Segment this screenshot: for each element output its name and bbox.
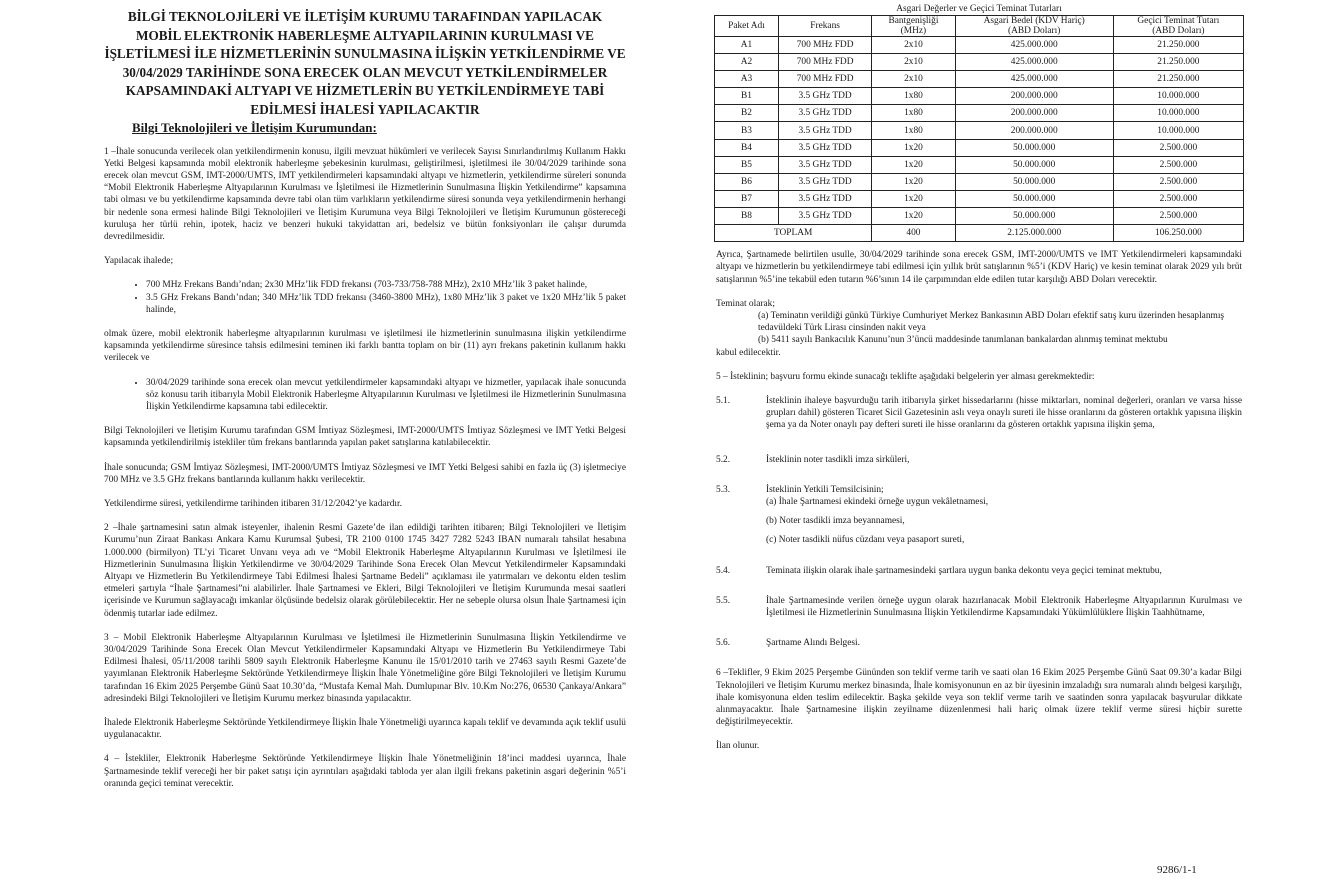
list-item: 5.5. İhale Şartnamesinde verilen örneğe uygun olarak hazırlanacak Mobil Elektronik Haberleşme Altyapılarının Kurulması ve İşletilmesi ile Hizmetlerinin Sunulmasına İlişkin Yetkilendirme Kapsamındaki Yükümlülüklere İlişkin Taahhütname, — [716, 595, 1242, 618]
table-cell: 50.000.000 — [955, 156, 1113, 173]
table-row — [715, 122, 1244, 139]
table-cell: 10.000.000 — [1113, 88, 1243, 105]
list-item: 5.1. İsteklinin ihaleye başvurduğu tarih itibarıyla şirket hissedarlarını (hisse miktarları, nominal değerleri, oranları ve varsa hisse grupları dahil) gösteren Ticaret Sicil Gazetesinin aslı veya onaylı sureti ile hisse oranlarını da gösteren ortaklık yapısına ilişkin şema ya da Noter onaylı pay defteri sureti ile hisse oranlarını da gösteren ortaklık yapısına ilişkin şema, — [716, 395, 1242, 431]
table-cell: 2.500.000 — [1113, 156, 1243, 173]
table-row — [715, 190, 1244, 207]
page-number: 9286/1-1 — [1157, 864, 1197, 876]
table-caption: Asgari Değerler ve Geçici Teminat Tutarları — [896, 4, 1062, 14]
sublist-item: (c) Noter tasdikli nüfus cüzdanı veya pasaport sureti, — [766, 535, 965, 546]
paragraph-6: Yetkilendirme süresi, yetkilendirme tarihinden itibaren 31/12/2042’ye kadardır. — [104, 499, 402, 510]
table-cell: 106.250.000 — [1113, 225, 1243, 242]
table-cell: 700 MHz FDD — [778, 37, 871, 54]
table-row — [715, 37, 1244, 54]
table-cell: 425.000.000 — [955, 54, 1113, 71]
table-row — [715, 54, 1244, 71]
list-item: 5.6. Şartname Alındı Belgesi. — [716, 638, 860, 649]
table-cell: 200.000.000 — [955, 88, 1113, 105]
paragraph-2: Yapılacak ihalede; — [104, 256, 174, 267]
table-row — [715, 207, 1244, 224]
table-cell: 1x20 — [872, 156, 955, 173]
frequency-list — [104, 279, 626, 316]
table-cell: 425.000.000 — [955, 37, 1113, 54]
table-row — [715, 156, 1244, 173]
guarantee-table — [714, 15, 1244, 242]
header-cell: Frekans — [778, 16, 871, 37]
table-header-row — [715, 16, 1244, 37]
header-cell: Geçici Teminat Tutarı (ABD Doları) — [1113, 16, 1243, 37]
list-item: • 3.5 GHz Frekans Bandı’ndan; 340 MHz’lik TDD frekansı (3460-3800 MHz), 1x80 MHz’lik 3 paket ve 1x20 MHz’lik 5 paket halinde, — [146, 292, 626, 316]
issuer-heading: Bilgi Teknolojileri ve İletişim Kurumundan: — [132, 119, 377, 135]
table-row — [715, 139, 1244, 156]
table-cell: 50.000.000 — [955, 190, 1113, 207]
guarantee-option-a: (a) Teminatın verildiği günkü Türkiye Cumhuriyet Merkez Bankasının ABD Doları efektif satış kuru üzerinden hesaplanmış tedavüldeki Türk Lirası cinsinden nakit veya — [758, 310, 1225, 334]
list-item: 5.3. İsteklinin Yetkili Temsilcisinin; — [716, 484, 884, 495]
table-row — [715, 173, 1244, 190]
table-cell: B6 — [715, 173, 779, 190]
table-cell: 10.000.000 — [1113, 105, 1243, 122]
table-cell: B5 — [715, 156, 779, 173]
table-cell: 3.5 GHz TDD — [778, 105, 871, 122]
table-cell: 21.250.000 — [1113, 37, 1243, 54]
table-cell: B1 — [715, 88, 779, 105]
table-cell: TOPLAM — [715, 225, 872, 242]
transfer-list — [104, 377, 626, 414]
left-column — [104, 0, 626, 790]
table-cell: 2x10 — [872, 37, 955, 54]
paragraph-3: olmak üzere, mobil elektronik haberleşme altyapılarının kurulması ve işletilmesi ile hizmetlerinin sunulmasına ilişkin yetkilendirme kapsamında yetkilendirme süresince tahsis edilmesini teminen iki farklı bantta toplam on bir (11) ayrı frekans paketinin kullanım hakkı verilecek ve — [104, 329, 626, 364]
table-cell: B3 — [715, 122, 779, 139]
paragraph-8: 3 – Mobil Elektronik Haberleşme Altyapılarının Kurulması ve İşletilmesi ile Hizmetlerinin Sunulmasına İlişkin Yetkilendirme ve 30/04/2029 Tarihinde Sona Erecek Olan Mevcut Yetkilendirmeler Kapsamındaki Altyapı ve Hizmetlerin Bu Yetkilendirmeye Tabi Edilmesi İhalesi, 05/11/2008 tarihli 5809 sayılı Elektronik Haberleşme Kanunu ile 15/01/2010 tarih ve 27463 sayılı Resmi Gazete’de yayımlanan Elektronik Haberleşme Sektöründe Yetkilendirmeye İlişkin İhale Yönetmeliğine göre Bilgi Teknolojileri ve İletişim Kurumu tarafından 16 Ekim 2025 Perşembe Günü Saat 10.30’da, “Mustafa Kemal Mah. Dumlupınar Blv. 10.Km No:276, 06530 Çankaya/Ankara” adresindeki Bilgi Teknolojileri ve İletişim Kurumu merkez binasında yapılacaktır. — [104, 632, 626, 704]
table-cell: 50.000.000 — [955, 207, 1113, 224]
paragraph-4: Bilgi Teknolojileri ve İletişim Kurumu tarafından GSM İmtiyaz Sözleşmesi, IMT-2000/UMTS İmtiyaz Sözleşmesi ve IMT Yetki Belgesi kapsamında yetkilendirilmiş istekliler tüm frekans bantlarında yapılan paket satışlarına katılabilecektir. — [104, 426, 626, 449]
table-cell: 2.500.000 — [1113, 190, 1243, 207]
table-cell: 1x20 — [872, 173, 955, 190]
table-cell: A2 — [715, 54, 779, 71]
table-cell: 3.5 GHz TDD — [778, 207, 871, 224]
table-cell: 400 — [872, 225, 955, 242]
paragraph-7: 2 –İhale şartnamesini satın almak isteyenler, ihalenin Resmi Gazete’de ilan edildiği tarihten itibaren; Bilgi Teknolojileri ve İletişim Kurumu’nun Ziraat Bankası Ankara Kamu Kurumsal Şubesi, TR 2100 0100 1745 3427 7282 5243 IBAN numaralı tahsilat hesabına 1.000.000 (birmilyon) TL’yi Ticaret Unvanı veya adı ve “Mobil Elektronik Haberleşme Altyapılarının Kurulması ve İşletilmesi ile Hizmetlerinin Sunulmasına İlişkin Yetkilendirme ve 30/04/2029 Tarihinde Sona Erecek Olan Mevcut Yetkilendirmeler Kapsamındaki Altyapı ve Hizmetlerin Bu Yetkilendirmeye Tabi Edilmesi İhalesi Şartname Bedeli” açıklaması ile yatırmaları ve dekontu elden teslim etmeleri şartıyla “İhale Şartnamesi”ni alabilirler. İhale Şartnamesi ve Ekleri, Bilgi Teknolojileri ve İletişim Kurumunda mesai saatleri içerisinde ve Kurumun sağlayacağı imkanlar ölçüsünde bedelsiz olarak görülebilecektir. Her ne sebeple olursa olsun İhale Şartnamesi için ödenmiş tutarlar iade edilmez. — [104, 523, 626, 619]
table-cell: 3.5 GHz TDD — [778, 156, 871, 173]
right-column — [716, 0, 1242, 753]
table-cell: 2.500.000 — [1113, 207, 1243, 224]
table-row — [715, 105, 1244, 122]
paragraph-right-1: Ayrıca, Şartnamede belirtilen usulle, 30/04/2029 tarihinde sona erecek GSM, IMT-2000/UMTS ve IMT Yetkilendirmeleri kapsamındaki altyapı ve hizmetlerin bu yetkilendirmeye tabi edilmesi için yıllık brüt satışlarının %5’i (KDV Hariç) ve kesin teminat olarak 2029 yılı brüt satışlarının %5’ine tekabül eden tutarın %6’sının 14 ile çarpımından elde edilen tutar karşılığı ABD Doları verecektir. — [716, 250, 1242, 285]
table-cell: 700 MHz FDD — [778, 54, 871, 71]
table-cell: B4 — [715, 139, 779, 156]
table-cell: A1 — [715, 37, 779, 54]
table-cell: 21.250.000 — [1113, 71, 1243, 88]
table-cell: 1x80 — [872, 105, 955, 122]
guarantee-option-b: (b) 5411 sayılı Bankacılık Kanunu’nun 3’üncü maddesinde tanımlanan bankalardan alınmış teminat mektubu — [758, 335, 1168, 346]
list-item: • 700 MHz Frekans Bandı’ndan; 2x30 MHz’lik FDD frekansı (703-733/758-788 MHz), 2x10 MHz’lik 3 paket halinde, — [146, 279, 626, 291]
table-cell: 50.000.000 — [955, 173, 1113, 190]
table-cell: 2.500.000 — [1113, 139, 1243, 156]
table-cell: 1x80 — [872, 122, 955, 139]
announcement-title: BİLGİ TEKNOLOJİLERİ VE İLETİŞİM KURUMU TARAFINDAN YAPILACAK MOBİL ELEKTRONİK HABERLEŞME ALTYAPILARININ KURULMASI VE İŞLETİLMESİ İLE HİZMETLERİNİN SUNULMASINA İLİŞKİN YETKİLENDİRME VE 30/04/2029 TARİHİNDE SONA ERECEK OLAN MEVCUT YETKİLENDİRMELER KAPSAMINDAKİ ALTYAPI VE HİZMETLERİN BU YETKİLENDİRMEYE TABİ EDİLMESİ İHALESİ YAPILACAKTIR — [104, 9, 626, 117]
table-cell: 200.000.000 — [955, 122, 1113, 139]
table-cell: 1x80 — [872, 88, 955, 105]
table-cell: 21.250.000 — [1113, 54, 1243, 71]
table-cell: 10.000.000 — [1113, 122, 1243, 139]
table-cell: 2x10 — [872, 71, 955, 88]
table-cell: 700 MHz FDD — [778, 71, 871, 88]
table-cell: 1x20 — [872, 207, 955, 224]
list-item: • 30/04/2029 tarihinde sona erecek olan mevcut yetkilendirmeler kapsamındaki altyapı ve hizmetler, yapılacak ihale sonucunda söz konusu tarih itibarıyla Mobil Elektronik Haberleşme Altyapılarının Kurulması ve İşletilmesi ile Hizmetlerinin Sunulmasına İlişkin Yetkilendirme kapsamına tabi edilecektir. — [146, 377, 626, 414]
paragraph-right-2: Teminat olarak; — [716, 298, 775, 309]
table-cell: 3.5 GHz TDD — [778, 88, 871, 105]
table-cell: 3.5 GHz TDD — [778, 122, 871, 139]
list-item: 5.4. Teminata ilişkin olarak ihale şartnamesindeki şartlara uygun banka dekontu veya geçici teminat mektubu, — [716, 565, 1162, 576]
table-cell: A3 — [715, 71, 779, 88]
table-cell: 2.500.000 — [1113, 173, 1243, 190]
table-total-row — [715, 225, 1244, 242]
header-cell: Paket Adı — [715, 16, 779, 37]
table-row — [715, 71, 1244, 88]
table-cell: 3.5 GHz TDD — [778, 173, 871, 190]
paragraph-10: 4 – İstekliler, Elektronik Haberleşme Sektöründe Yetkilendirmeye İlişkin İhale Yönetmeliğinin 18’inci maddesi uyarınca, İhale Şartnamesinde teklif vereceği her bir paket satışı için ayrıntıları aşağıdaki tabloda yer alan ilgili frekans paketinin asgari değerinin %5’i oranında geçici teminat verecektir. — [104, 754, 626, 789]
sublist-item: (a) İhale Şartnamesi ekindeki örneğe uygun vekâletnamesi, — [766, 496, 989, 507]
table-cell: 50.000.000 — [955, 139, 1113, 156]
sublist-item: (b) Noter tasdikli imza beyannamesi, — [766, 516, 905, 527]
header-cell: Bantgenişliği (MHz) — [872, 16, 955, 37]
table-cell: 2.125.000.000 — [955, 225, 1113, 242]
header-cell: Asgari Bedel (KDV Hariç) (ABD Doları) — [955, 16, 1113, 37]
list-item: 5.2. İsteklinin noter tasdikli imza sirküleri, — [716, 454, 910, 465]
paragraph-right-6: 6 –Teklifler, 9 Ekim 2025 Perşembe Gününden son teklif verme tarih ve saati olan 16 Ekim 2025 Perşembe Günü Saat 09.30’a kadar Bilgi Teknolojileri ve İletişim Kurumu merkez binasında, İhale komisyonunun en az bir üyesinin imzaladığı sıra numaralı alındı belgesi karşılığı, ihale komisyonuna elden teslim edilecektir. Başka şekilde veya son teklif verme tarih ve saatinden sonra yapılacak başvurular dikkate alınmayacaktır. İhale Şartnamesine ilişkin zeyilname düzenlenmesi hali hariç olmak üzere teklif verme süresi hiçbir surette değiştirilmeyecektir. — [716, 668, 1242, 728]
paragraph-right-3: 5 – İsteklinin; başvuru formu ekinde sunacağı teklifte aşağıdaki belgelerin yer alması gerekmektedir: — [716, 371, 1095, 382]
paragraph-9: İhalede Elektronik Haberleşme Sektöründe Yetkilendirmeye İlişkin İhale Yönetmeliği uyarınca kapalı teklif ve devamında açık teklif usulü uygulanacaktır. — [104, 718, 626, 741]
table-row — [715, 88, 1244, 105]
table-cell: 2x10 — [872, 54, 955, 71]
table-cell: 1x20 — [872, 139, 955, 156]
table-cell: B2 — [715, 105, 779, 122]
table-cell: B8 — [715, 207, 779, 224]
table-cell: 1x20 — [872, 190, 955, 207]
paragraph-5: İhale sonucunda; GSM İmtiyaz Sözleşmesi, IMT-2000/UMTS İmtiyaz Sözleşmesi ve IMT Yetki Belgesi sahibi en fazla üç (3) işletmeciye 700 MHz ve 3.5 GHz frekans bantlarında kullanım hakkı verilecektir. — [104, 462, 626, 485]
closing-line: İlan olunur. — [716, 741, 760, 752]
table-cell: 3.5 GHz TDD — [778, 190, 871, 207]
table-cell: B7 — [715, 190, 779, 207]
table-cell: 200.000.000 — [955, 105, 1113, 122]
paragraph-right-2c: kabul edilecektir. — [716, 347, 781, 358]
paragraph-1: 1 –İhale sonucunda verilecek olan yetkilendirmenin konusu, ilgili mevzuat hükümleri ve verilecek Sayısı Sınırlandırılmış Kullanım Hakkı Yetki Belgesi kapsamında mobil elektronik haberleşme şebekesinin kurulması, geliştirilmesi, işletilmesi ile 30/04/2029 tarihinde sona erecek olan mevcut GSM, IMT-2000/UMTS, IMT yetkilendirmeleri kapsamındaki altyapı ve hizmetlerin, yetkilendirme süreleri sonunda “Mobil Elektronik Haberleşme Altyapılarının Kurulması ve İşletilmesi ile Hizmetlerinin Sunulmasına İlişkin Yetkilendirme” kapsamına tabi olması ve bu yetkilendirme kapsamında devre tabi olan tüm varlıkların yetkilendirme süresi sonunda veya yetkilendirmenin herhangi bir nedenle sona ermesi halinde Bilgi Teknolojileri ve İletişim Kurumuna veya Bilgi Teknolojileri ve İletişim Kurumunun göstereceği kuruluşa her türlü rehin, ipotek, haciz ve benzeri hukuki takyidattan ari, bedelsiz ve bütün fonksiyonları ile çalışır durumda devredilmesidir. — [104, 146, 626, 242]
table-cell: 3.5 GHz TDD — [778, 139, 871, 156]
table-cell: 425.000.000 — [955, 71, 1113, 88]
